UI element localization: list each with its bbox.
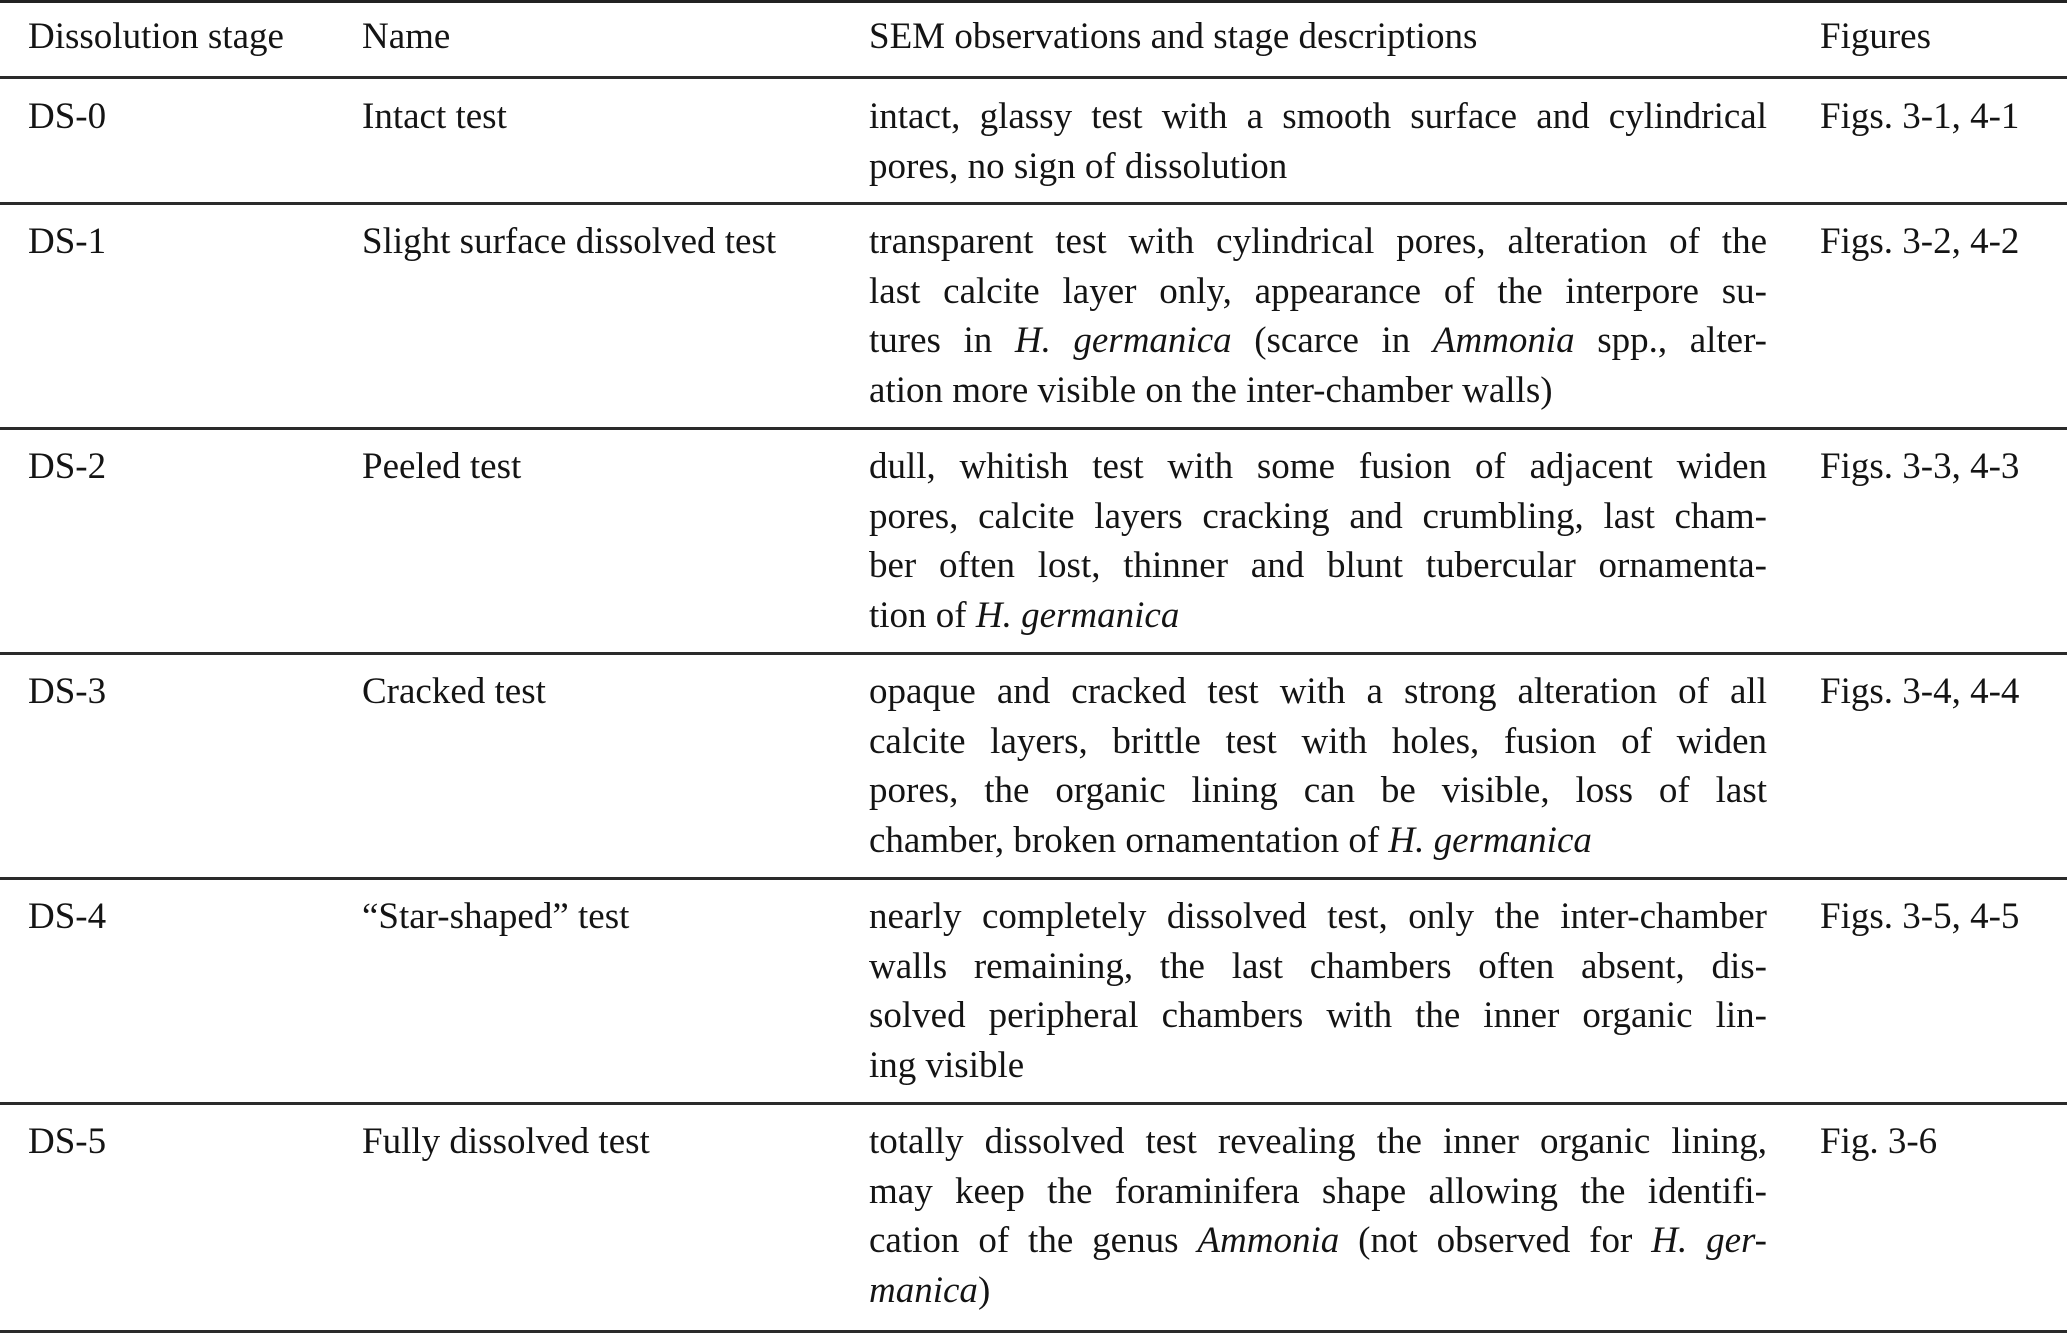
- description-text: ing visible: [869, 1044, 1025, 1086]
- description-line: [869, 92, 1767, 142]
- description-text: pores, no sign of dissolution: [869, 145, 1288, 187]
- figures-cell: Figs. 3-3, 4-3: [1820, 446, 2020, 487]
- description-text: pores, calcite layers cracking and crumbling, last cham-: [869, 495, 1767, 537]
- description-line: [869, 316, 1767, 366]
- description-line: [869, 492, 1767, 542]
- taxon-name: manica: [869, 1269, 978, 1311]
- taxon-name: Ammonia: [1197, 1220, 1340, 1261]
- description-line: [869, 1167, 1767, 1217]
- description-text: nearly completely dissolved test, only the inter-chamber: [869, 896, 1767, 937]
- description-text: transparent test with cylindrical pores, alteration of the: [869, 221, 1767, 262]
- row-separator: [0, 877, 2067, 880]
- name-cell: Intact test: [362, 96, 507, 137]
- description-cell: [869, 1117, 1767, 1315]
- header-name: Name: [362, 16, 451, 57]
- description-cell: [869, 892, 1767, 1090]
- header-dissolution-stage: Dissolution stage: [28, 16, 284, 57]
- figures-cell: Figs. 3-1, 4-1: [1820, 96, 2020, 137]
- description-text: ber often lost, thinner and blunt tubercular ornamenta-: [869, 545, 1767, 586]
- description-text: chamber, broken ornamentation of: [869, 819, 1389, 861]
- description-line: [869, 442, 1767, 492]
- taxon-name: H. germanica: [975, 594, 1180, 636]
- description-cell: [869, 667, 1767, 865]
- taxon-name: H. ger-: [1651, 1220, 1768, 1261]
- description-cell: [869, 92, 1767, 191]
- description-line: [869, 991, 1767, 1041]
- figures-cell: Figs. 3-2, 4-2: [1820, 221, 2020, 262]
- description-line: [869, 366, 1767, 416]
- description-text: may keep the foraminifera shape allowing the identifi-: [869, 1170, 1767, 1212]
- header-figures: Figures: [1820, 16, 1931, 57]
- description-line: [869, 892, 1767, 942]
- description-text: dull, whitish test with some fusion of adjacent widen: [869, 446, 1767, 487]
- description-text: opaque and cracked test with a strong alteration of all: [869, 671, 1767, 712]
- description-line: [869, 717, 1767, 767]
- taxon-name: H. germanica: [1014, 320, 1232, 361]
- description-text: walls remaining, the last chambers often absent, dis-: [869, 945, 1767, 987]
- description-line: [869, 766, 1767, 816]
- description-text: calcite layers, brittle test with holes, fusion of widen: [869, 720, 1767, 762]
- description-line: [869, 591, 1767, 641]
- description-line: [869, 942, 1767, 992]
- description-text: pores, the organic lining can be visible, loss of last: [869, 770, 1767, 811]
- name-cell: Cracked test: [362, 671, 546, 712]
- row-separator: [0, 652, 2067, 655]
- description-text: ): [977, 1269, 991, 1311]
- figures-cell: Figs. 3-5, 4-5: [1820, 896, 2020, 937]
- description-line: [869, 667, 1767, 717]
- stage-cell: DS-4: [28, 896, 107, 937]
- description-text: (scarce in: [1231, 320, 1433, 361]
- name-cell: Slight surface dissolved test: [362, 221, 777, 262]
- description-text: last calcite layer only, appearance of the interpore su-: [869, 270, 1767, 312]
- description-text: spp., alter-: [1574, 320, 1768, 361]
- description-line: [869, 816, 1767, 866]
- description-text: cation of the genus: [869, 1220, 1198, 1261]
- stage-cell: DS-1: [28, 221, 107, 262]
- name-cell: Peeled test: [362, 446, 522, 487]
- stage-cell: DS-3: [28, 671, 107, 712]
- description-line: [869, 217, 1767, 267]
- stage-cell: DS-5: [28, 1121, 107, 1162]
- header-rule: [0, 76, 2067, 79]
- taxon-name: H. germanica: [1388, 819, 1592, 861]
- description-text: totally dissolved test revealing the inner organic lining,: [869, 1121, 1767, 1162]
- description-text: tures in: [869, 320, 1015, 361]
- row-separator: [0, 202, 2067, 205]
- stage-cell: DS-2: [28, 446, 107, 487]
- description-line: [869, 541, 1767, 591]
- description-text: (not observed for: [1339, 1220, 1652, 1261]
- table-bottom-rule: [0, 1330, 2067, 1333]
- description-text: tion of: [869, 594, 976, 636]
- description-text: solved peripheral chambers with the inner organic lin-: [869, 995, 1767, 1036]
- header-description: SEM observations and stage descriptions: [869, 16, 1478, 57]
- taxon-name: Ammonia: [1432, 320, 1575, 361]
- row-separator: [0, 427, 2067, 430]
- description-line: [869, 1216, 1767, 1266]
- description-line: [869, 267, 1767, 317]
- description-cell: [869, 217, 1767, 415]
- description-line: [869, 1266, 1767, 1316]
- name-cell: Fully dissolved test: [362, 1121, 650, 1162]
- description-text: intact, glassy test with a smooth surface and cylindrical: [869, 96, 1767, 137]
- description-line: [869, 142, 1767, 192]
- figures-cell: Figs. 3-4, 4-4: [1820, 671, 2020, 712]
- row-separator: [0, 1102, 2067, 1105]
- description-line: [869, 1117, 1767, 1167]
- name-cell: “Star-shaped” test: [362, 896, 630, 937]
- stage-cell: DS-0: [28, 96, 107, 137]
- description-cell: [869, 442, 1767, 640]
- description-text: ation more visible on the inter-chamber walls): [869, 369, 1553, 411]
- table-top-rule: [0, 0, 2067, 3]
- figures-cell: Fig. 3-6: [1820, 1121, 1938, 1162]
- description-line: [869, 1041, 1767, 1091]
